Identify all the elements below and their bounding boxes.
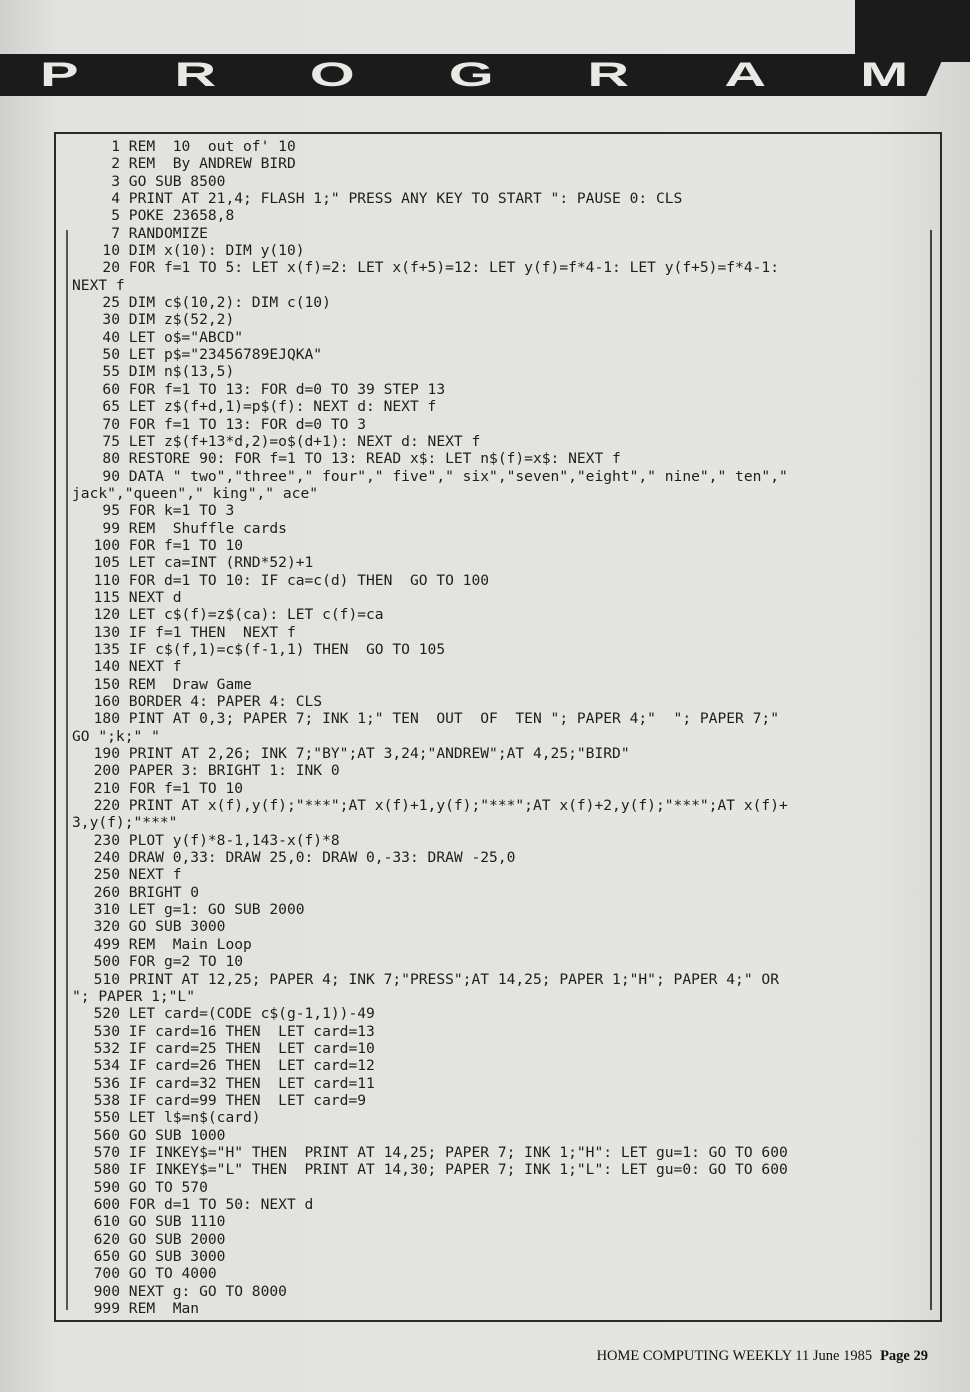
code-line: [72, 1300, 932, 1317]
line-number: 70: [102, 415, 120, 433]
code-line: [72, 1248, 932, 1265]
line-number: 65: [102, 398, 120, 416]
line-code: GO SUB 8500: [128, 172, 226, 190]
line-code: IF f=1 THEN NEXT f: [128, 623, 296, 641]
line-code: GO TO 4000: [128, 1265, 217, 1283]
line-number: 900: [93, 1282, 120, 1300]
line-code: REM By ANDREW BIRD: [128, 155, 296, 173]
banner-letter: G: [448, 55, 494, 94]
line-code: DIM n$(13,5): [128, 363, 235, 381]
line-code: FOR f=1 TO 13: FOR d=0 TO 3: [128, 415, 367, 433]
line-number: 25: [102, 294, 120, 312]
line-code: NEXT d: [128, 588, 182, 606]
code-line: [72, 468, 932, 485]
code-line: [72, 1127, 932, 1144]
code-line: [72, 225, 932, 242]
code-line: [72, 416, 932, 433]
line-number: 200: [93, 762, 120, 780]
code-line: [72, 363, 932, 380]
line-number: 99: [102, 519, 120, 537]
code-line: [72, 606, 932, 623]
line-code: LET o$="ABCD": [128, 328, 244, 346]
code-line: [72, 259, 932, 276]
code-line: [72, 242, 932, 259]
code-line: [72, 866, 932, 883]
line-number: 3: [111, 172, 120, 190]
line-code: IF card=99 THEN LET card=9: [128, 1091, 367, 1109]
line-code: PRINT AT x(f),y(f);"***";AT x(f)+1,y(f);"***";AT x(f)+2,y(f);"***";AT x(f)+: [128, 797, 788, 815]
line-code: NEXT f: [128, 866, 182, 884]
line-number: 230: [93, 831, 120, 849]
line-code: REM Draw Game: [128, 675, 252, 693]
code-line: [72, 780, 932, 797]
line-number: 75: [102, 432, 120, 450]
line-number: 560: [93, 1126, 120, 1144]
line-number: 150: [93, 675, 120, 693]
banner-corner-tab: [855, 0, 970, 62]
line-code: REM Man: [128, 1300, 200, 1318]
banner-letter: R: [587, 55, 630, 94]
code-line: [72, 745, 932, 762]
line-number: 999: [93, 1300, 120, 1318]
line-number: 120: [93, 606, 120, 624]
line-number: 580: [93, 1161, 120, 1179]
line-code: PINT AT 0,3; PAPER 7; INK 1;" TEN OUT OF TEN "; PAPER 4;" "; PAPER 7;": [128, 710, 779, 728]
banner-letter: P: [40, 55, 79, 94]
code-line: [72, 971, 932, 988]
line-code: FOR f=1 TO 10: [128, 779, 244, 797]
line-number: 620: [93, 1230, 120, 1248]
code-line: [72, 884, 932, 901]
line-number: 20: [102, 259, 120, 277]
code-line: [72, 641, 932, 658]
line-code: "; PAPER 1;"L": [72, 987, 196, 1005]
code-line: [72, 797, 932, 814]
line-number: 610: [93, 1213, 120, 1231]
line-number: 530: [93, 1022, 120, 1040]
program-banner: [0, 54, 970, 96]
code-line: [72, 1057, 932, 1074]
banner-letter: O: [310, 55, 356, 94]
line-number: 550: [93, 1109, 120, 1127]
line-number: 520: [93, 1005, 120, 1023]
code-line: [72, 1040, 932, 1057]
code-line: [72, 589, 932, 606]
line-number: 95: [102, 502, 120, 520]
line-code: LET c$(f)=z$(ca): LET c(f)=ca: [128, 606, 384, 624]
line-number: 600: [93, 1195, 120, 1213]
line-code: PAPER 3: BRIGHT 1: INK 0: [128, 762, 340, 780]
line-number: 190: [93, 745, 120, 763]
code-line: [72, 450, 932, 467]
line-code: LET l$=n$(card): [128, 1109, 261, 1127]
line-code: DRAW 0,33: DRAW 25,0: DRAW 0,-33: DRAW -25,0: [128, 849, 516, 867]
code-line: [72, 398, 932, 415]
code-line: [72, 346, 932, 363]
line-code: GO SUB 2000: [128, 1230, 226, 1248]
code-line: [72, 294, 932, 311]
code-line: [72, 1213, 932, 1230]
code-line: [72, 207, 932, 224]
line-number: 7: [111, 224, 120, 242]
line-number: 700: [93, 1265, 120, 1283]
publication-name: HOME COMPUTING WEEKLY 11 June 1985: [596, 1348, 873, 1364]
code-line: [72, 520, 932, 537]
line-code: DIM z$(52,2): [128, 311, 235, 329]
line-code: IF INKEY$="H" THEN PRINT AT 14,25; PAPER 7; INK 1;"H": LET gu=1: GO TO 600: [128, 1143, 788, 1161]
line-code: LET ca=INT (RND*52)+1: [128, 554, 314, 572]
code-line: [72, 814, 932, 831]
line-code: NEXT f: [128, 658, 182, 676]
line-code: BORDER 4: PAPER 4: CLS: [128, 693, 323, 710]
code-line: [72, 953, 932, 970]
line-number: 320: [93, 918, 120, 936]
listing-left-rule: [66, 230, 68, 1310]
line-code: PLOT y(f)*8-1,143-x(f)*8: [128, 831, 340, 849]
code-line: [72, 988, 932, 1005]
line-number: 110: [93, 571, 120, 589]
line-code: FOR f=1 TO 13: FOR d=0 TO 39 STEP 13: [128, 380, 446, 398]
code-line: [72, 433, 932, 450]
code-line: [72, 832, 932, 849]
code-line: [72, 381, 932, 398]
code-line: [72, 1265, 932, 1282]
code-line: [72, 138, 932, 155]
line-number: 180: [93, 710, 120, 728]
line-number: 250: [93, 866, 120, 884]
code-line: [72, 190, 932, 207]
line-number: 260: [93, 883, 120, 901]
code-line: [72, 1283, 932, 1300]
line-number: 532: [93, 1039, 120, 1057]
line-code: POKE 23658,8: [128, 207, 235, 225]
line-code: GO SUB 1000: [128, 1126, 226, 1144]
line-number: 10: [102, 242, 120, 260]
line-number: 135: [93, 640, 120, 658]
line-number: 1: [111, 138, 120, 155]
banner-letter: M: [859, 55, 908, 94]
line-code: DIM c$(10,2): DIM c(10): [128, 294, 331, 312]
line-number: 4: [111, 190, 120, 208]
line-number: 80: [102, 450, 120, 468]
line-code: FOR k=1 TO 3: [128, 502, 235, 520]
line-number: 2: [111, 155, 120, 173]
line-code: LET g=1: GO SUB 2000: [128, 901, 305, 919]
line-number: 60: [102, 380, 120, 398]
line-code: FOR f=1 TO 5: LET x(f)=2: LET x(f+5)=12: LET y(f)=f*4-1: LET y(f+5)=f*4-1:: [128, 259, 779, 277]
line-number: 590: [93, 1178, 120, 1196]
page-footer: [597, 1348, 928, 1365]
line-number: 105: [93, 554, 120, 572]
line-code: 3,y(f);"***": [72, 814, 178, 832]
code-line: [72, 1075, 932, 1092]
line-code: PRINT AT 21,4; FLASH 1;" PRESS ANY KEY TO START ": PAUSE 0: CLS: [128, 190, 683, 208]
line-code: IF card=26 THEN LET card=12: [128, 1057, 375, 1075]
line-code: FOR d=1 TO 10: IF ca=c(d) THEN GO TO 100: [128, 571, 490, 589]
line-code: LET card=(CODE c$(g-1,1))-49: [128, 1005, 375, 1023]
line-number: 160: [93, 693, 120, 710]
banner-letter: R: [174, 55, 216, 94]
line-code: GO SUB 1110: [128, 1213, 226, 1231]
line-code: FOR f=1 TO 10: [128, 536, 244, 554]
line-number: 538: [93, 1091, 120, 1109]
line-number: 30: [102, 311, 120, 329]
code-line: [72, 1109, 932, 1126]
line-code: BRIGHT 0: [128, 883, 200, 901]
code-line: [72, 311, 932, 328]
line-code: NEXT f: [72, 276, 125, 294]
code-line: [72, 658, 932, 675]
line-number: 140: [93, 658, 120, 676]
line-number: 90: [102, 467, 120, 485]
code-line: [72, 1005, 932, 1022]
code-line: [72, 1092, 932, 1109]
line-code: GO SUB 3000: [128, 918, 226, 936]
line-number: 534: [93, 1057, 120, 1075]
line-code: GO TO 570: [128, 1178, 208, 1196]
line-code: NEXT g: GO TO 8000: [128, 1282, 287, 1300]
line-number: 55: [102, 363, 120, 381]
code-line: [72, 329, 932, 346]
code-line: [72, 1161, 932, 1178]
line-number: 115: [93, 588, 120, 606]
line-number: 536: [93, 1074, 120, 1092]
line-number: 310: [93, 901, 120, 919]
code-line: [72, 1196, 932, 1213]
line-number: 570: [93, 1143, 120, 1161]
line-number: 650: [93, 1248, 120, 1265]
program-listing: [72, 138, 932, 1317]
line-code: REM Main Loop: [128, 935, 252, 953]
code-line: [72, 173, 932, 190]
code-line: [72, 849, 932, 866]
line-number: 100: [93, 536, 120, 554]
banner-heading: [0, 54, 940, 96]
code-line: [72, 277, 932, 294]
code-line: [72, 1144, 932, 1161]
line-code: FOR g=2 TO 10: [128, 953, 244, 971]
code-line: [72, 1179, 932, 1196]
line-code: REM 10 out of' 10: [128, 138, 296, 155]
line-number: 210: [93, 779, 120, 797]
line-code: FOR d=1 TO 50: NEXT d: [128, 1195, 314, 1213]
line-code: IF card=16 THEN LET card=13: [128, 1022, 375, 1040]
line-code: jack","queen"," king"," ace": [72, 484, 319, 502]
code-line: [72, 693, 932, 710]
line-number: 240: [93, 849, 120, 867]
code-line: [72, 710, 932, 727]
code-line: [72, 1231, 932, 1248]
line-number: 499: [93, 935, 120, 953]
line-code: REM Shuffle cards: [128, 519, 287, 537]
code-line: [72, 624, 932, 641]
page-number: Page 29: [880, 1348, 928, 1364]
line-code: GO ";k;" ": [72, 727, 160, 745]
line-number: 40: [102, 328, 120, 346]
line-number: 500: [93, 953, 120, 971]
code-line: [72, 485, 932, 502]
banner-letter: A: [724, 55, 767, 94]
line-number: 50: [102, 346, 120, 364]
line-number: 5: [111, 207, 120, 225]
code-line: [72, 155, 932, 172]
line-code: LET p$="23456789EJQKA": [128, 346, 323, 364]
line-code: IF c$(f,1)=c$(f-1,1) THEN GO TO 105: [128, 640, 446, 658]
line-code: PRINT AT 12,25; PAPER 4; INK 7;"PRESS";AT 14,25; PAPER 1;"H"; PAPER 4;" OR: [128, 970, 779, 988]
code-line: [72, 1023, 932, 1040]
line-code: IF INKEY$="L" THEN PRINT AT 14,30; PAPER 7; INK 1;"L": LET gu=0: GO TO 600: [128, 1161, 788, 1179]
line-code: GO SUB 3000: [128, 1248, 226, 1265]
code-line: [72, 901, 932, 918]
code-line: [72, 554, 932, 571]
line-code: IF card=25 THEN LET card=10: [128, 1039, 375, 1057]
line-code: LET z$(f+d,1)=p$(f): NEXT d: NEXT f: [128, 398, 437, 416]
code-line: [72, 936, 932, 953]
line-code: LET z$(f+13*d,2)=o$(d+1): NEXT d: NEXT f: [128, 432, 481, 450]
code-line: [72, 728, 932, 745]
line-code: DATA " two","three"," four"," five"," six","seven","eight"," nine"," ten",": [128, 467, 788, 485]
line-number: 220: [93, 797, 120, 815]
line-number: 130: [93, 623, 120, 641]
line-number: 510: [93, 970, 120, 988]
line-code: RANDOMIZE: [128, 224, 208, 242]
line-code: RESTORE 90: FOR f=1 TO 13: READ x$: LET n$(f)=x$: NEXT f: [128, 450, 621, 468]
line-code: DIM x(10): DIM y(10): [128, 242, 305, 260]
code-line: [72, 762, 932, 779]
code-line: [72, 537, 932, 554]
code-line: [72, 676, 932, 693]
code-line: [72, 918, 932, 935]
line-code: IF card=32 THEN LET card=11: [128, 1074, 375, 1092]
code-line: [72, 572, 932, 589]
line-code: PRINT AT 2,26; INK 7;"BY";AT 3,24;"ANDREW";AT 4,25;"BIRD": [128, 745, 630, 763]
code-line: [72, 502, 932, 519]
